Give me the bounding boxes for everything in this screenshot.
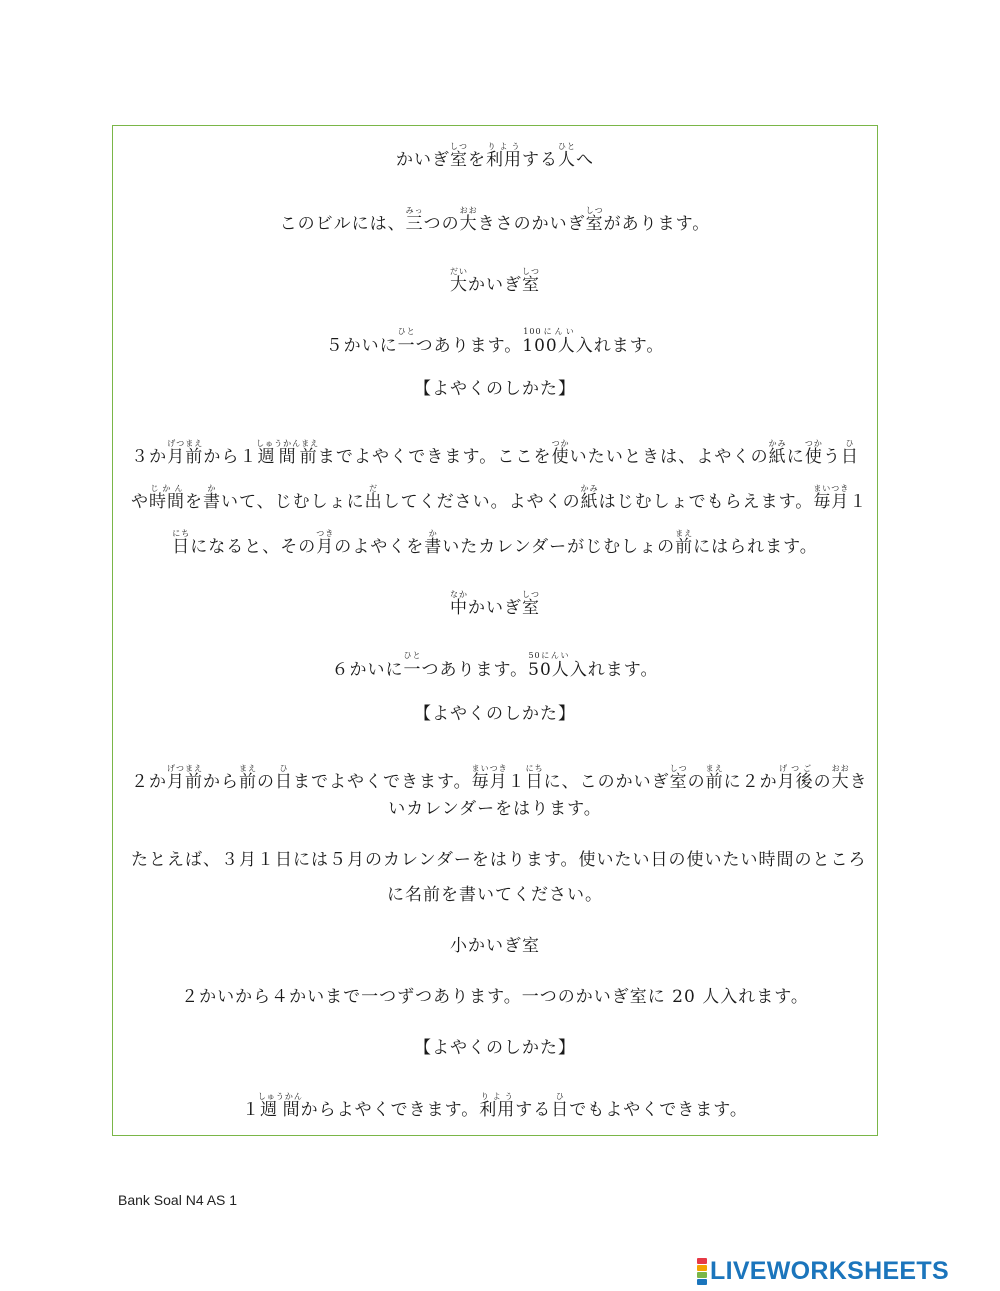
medium-room-heading: 中なかかいぎ室しつ [450, 590, 540, 618]
reservation-heading: 【よやくのしかた】 [414, 1038, 576, 1058]
live-blocks-icon [697, 1258, 707, 1285]
large-reservation-line: ３か月前げつまえから１週間前しゅうかんまえまでよやくできます。ここを使つかいたいときは、よやくの紙かみに使つかう日ひ [131, 439, 860, 467]
medium-room-info: ６かいに一ひとつあります。50人50にんい入れます。 [331, 651, 659, 680]
notice-title: かいぎ室しつを利用りようする人ひとへ [396, 142, 594, 170]
medium-reservation-line: ２か月前げつまえから前まえの日ひまでよやくできます。毎月まいつき１日にちに、このかいぎ室しつの前まえに２か月後げつごの大おおき [131, 764, 868, 792]
small-reservation-line: １週間しゅうかんからよやくできます。利用りようする日ひでもよやくできます。 [242, 1092, 748, 1120]
footer-text: Bank Soal N4 AS 1 [118, 1192, 238, 1208]
intro-line: このビルには、三みっつの大おおきさのかいぎ室しつがあります。 [279, 206, 711, 234]
small-room-info: ２かいから４かいまで一つずつあります。一つのかいぎ室に 20 人入れます。 [181, 987, 809, 1007]
reservation-heading: 【よやくのしかた】 [414, 704, 576, 724]
large-room-info: ５かいに一ひとつあります。100人100にんい入れます。 [325, 327, 665, 356]
liveworksheets-logo[interactable] [697, 1258, 949, 1284]
large-room-heading: 大だいかいぎ室しつ [450, 267, 540, 295]
small-room-heading: 小かいぎ室 [450, 936, 540, 956]
large-reservation-line: 日にちになると、その月つきのよやくを書かいたカレンダーがじむしょの前まえにはられます。 [172, 529, 818, 557]
medium-example-line: たとえば、３月１日には５月のカレンダーをはります。使いたい日の使いたい時間のところ [131, 850, 867, 870]
medium-example-line: に名前を書いてください。 [387, 885, 603, 905]
large-reservation-line: や時間じかんを書かいて、じむしょに出だしてください。よやくの紙かみはじむしょでもらえます。毎月まいつき１ [131, 484, 868, 512]
medium-reservation-line: いカレンダーをはります。 [388, 799, 602, 819]
reservation-heading: 【よやくのしかた】 [414, 379, 576, 399]
notice-frame [112, 125, 878, 1136]
brand-name: LIVEWORKSHEETS [710, 1256, 949, 1285]
